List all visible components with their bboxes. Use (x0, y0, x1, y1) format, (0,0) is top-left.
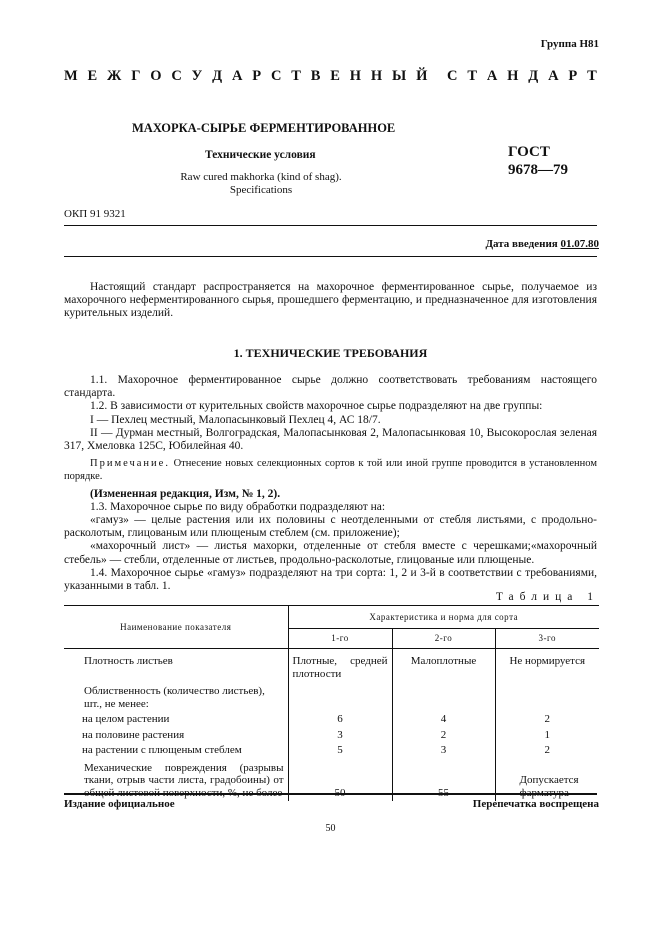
intro-paragraph: Настоящий стандарт распространяется на махорочное ферментированное сырье, получаемое из махорочного неферментированного сырья, прошедшего ферментацию, и предназначенное для изготовления курительных изделий. (64, 281, 597, 320)
row-grade-2: 2 (392, 727, 495, 743)
note-text: Отнесение новых селекционных сортов к той или иной группе проводится в установленном порядке. (64, 458, 597, 483)
document-subtitle: Технические условия (205, 149, 316, 161)
column-header-grade-3: 3-го (495, 629, 599, 649)
table-row (64, 649, 599, 682)
row-grade-2: 3 (392, 742, 495, 758)
english-title-line-2: Specifications (229, 184, 293, 196)
banner-letter: Й (416, 68, 428, 84)
row-indicator: Плотность листьев (64, 649, 288, 682)
table-caption: Таблица 1 (495, 591, 599, 603)
row-indicator: на растении с плющеным стеблем (64, 742, 288, 758)
clause-1-3-gamuz: «гамуз» — целые растения или их половины с неотделенными от стебля листьями, с продольно-расколотым, глицованым или плющеным стеблем (см. приложение); (64, 514, 597, 540)
banner-letter: Е (87, 68, 98, 84)
clause-1-2: 1.2. В зависимости от курительных свойств махорочное сырье подразделяют на две группы: (90, 400, 543, 413)
clause-1-4: 1.4. Махорочное сырье «гамуз» подразделяют на три сорта: 1, 2 и 3-й в соответствии с требованиями, указанными в табл. 1. (64, 566, 597, 593)
row-indicator: Облиственность (количество листьев), шт., не менее: (64, 681, 288, 711)
english-title-line-1: Raw cured makhorka (kind of shag). (180, 171, 342, 183)
banner-letter: Н (349, 68, 362, 84)
footer-divider (64, 793, 597, 795)
banner-letter: Е (330, 68, 340, 84)
row-grade-3: Не нормируется (509, 655, 586, 667)
banner-letter: А (486, 68, 498, 84)
standard-banner (64, 68, 597, 85)
table-body (64, 649, 599, 802)
banner-letter: С (447, 68, 458, 84)
banner-letter: А (548, 68, 559, 84)
row-grade-3: 2 (544, 744, 550, 756)
note (64, 457, 597, 483)
banner-letter: Н (507, 68, 519, 84)
row-grade-2: 4 (392, 711, 495, 727)
page-number: 50 (325, 823, 336, 834)
banner-letter: У (191, 68, 203, 84)
section-title: 1. ТЕХНИЧЕСКИЕ ТРЕБОВАНИЯ (233, 346, 428, 360)
banner-letter: О (150, 68, 162, 84)
banner-letter: М (64, 68, 78, 84)
banner-letter: Р (252, 68, 262, 84)
date-value: 01.07.80 (560, 238, 599, 250)
row-grade-3 (495, 681, 599, 711)
grade-table (64, 605, 599, 801)
banner-letter: Ы (392, 68, 407, 84)
row-grade-3: 2 (544, 713, 550, 725)
date-label: Дата введения (485, 238, 558, 250)
row-grade-3: 1 (544, 728, 550, 741)
row-grade-2: 55 (392, 758, 495, 802)
effective-date (485, 238, 599, 250)
row-grade-1: 6 (288, 711, 392, 727)
gost-number: 9678—79 (508, 162, 568, 178)
note-label: Примечание. (90, 458, 170, 470)
english-title (176, 171, 346, 197)
clause-1-3: 1.3. Махорочное сырье по виду обработки подразделяют на: (90, 500, 386, 513)
banner-letter: Т (587, 68, 597, 84)
banner-letter: Д (212, 68, 223, 84)
official-edition: Издание официальное (64, 798, 175, 810)
banner-letter: Н (370, 68, 383, 84)
row-grade-2: Малоплотные (392, 649, 495, 682)
banner-letter: Д (528, 68, 539, 84)
banner-letter: Р (568, 68, 578, 84)
row-grade-1: 50 (288, 758, 392, 802)
row-grade-1: 5 (288, 742, 392, 758)
row-indicator: на целом растении (64, 711, 288, 727)
clause-1-3-leaf-stem: «махорочный лист» — листья махорки, отделенные от стебля вместе с черешками;«махорочный стебель» — стебли, отделенные от листьев, продольно-расколотые, глицованые или плющеные. (64, 540, 597, 566)
banner-letter: А (231, 68, 243, 84)
date-divider (64, 256, 597, 257)
row-grade-1: Плотные, средней плотности (288, 649, 392, 682)
requirements-body (64, 374, 597, 593)
reprint-prohibited: Перепечатка воспрещена (472, 798, 599, 810)
group-code: Группа Н81 (540, 38, 599, 50)
okp-code: ОКП 91 9321 (64, 208, 126, 220)
banner-letter: С (171, 68, 182, 84)
banner-letter: В (310, 68, 321, 84)
banner-letter: С (270, 68, 282, 84)
banner-letter: Т (467, 68, 477, 84)
banner-letter: Т (291, 68, 301, 84)
column-header-grade-1: 1-го (288, 629, 392, 649)
banner-letter: Г (131, 68, 141, 84)
header-divider (64, 225, 597, 226)
row-grade-1 (288, 681, 392, 711)
column-header-indicator: Наименование показателя (64, 606, 288, 649)
banner-letter: Ж (107, 68, 122, 84)
column-header-characteristics: Характеристика и норма для сорта (288, 606, 599, 629)
table-row (64, 711, 599, 727)
clause-1-2-group-2: II — Дурман местный, Волгоградская, Малопасынковая 2, Малопасынковая 10, Высокорослая зеленая 317, Хмеловка 125С, Юбилейная 40. (64, 426, 597, 453)
document-title: МАХОРКА-СЫРЬЕ ФЕРМЕНТИРОВАННОЕ (132, 121, 396, 135)
clause-1-2-group-1: I — Пехлец местный, Малопасынковый Пехлец 4, АС 18/7. (90, 413, 381, 426)
row-indicator: на половине растения (64, 727, 288, 743)
table-row (64, 742, 599, 758)
row-indicator: Механические повреждения (разрывы ткани, отрыв части листа, градобоины) от общей листовой поверхности, %, не более (64, 758, 288, 802)
edition-note: (Измененная редакция, Изм, № 1, 2). (90, 487, 281, 500)
column-header-grade-2: 2-го (392, 629, 495, 649)
gost-designation (508, 143, 568, 179)
row-grade-1: 3 (288, 727, 392, 743)
table-row (64, 681, 599, 711)
clause-1-1: 1.1. Махорочное ферментированное сырье должно соответствовать требованиям настоящего стандарта. (64, 374, 597, 400)
row-grade-3: Допускается фарматура (519, 774, 579, 799)
table-row (64, 727, 599, 743)
gost-label: ГОСТ (508, 144, 550, 160)
row-grade-2 (392, 681, 495, 711)
